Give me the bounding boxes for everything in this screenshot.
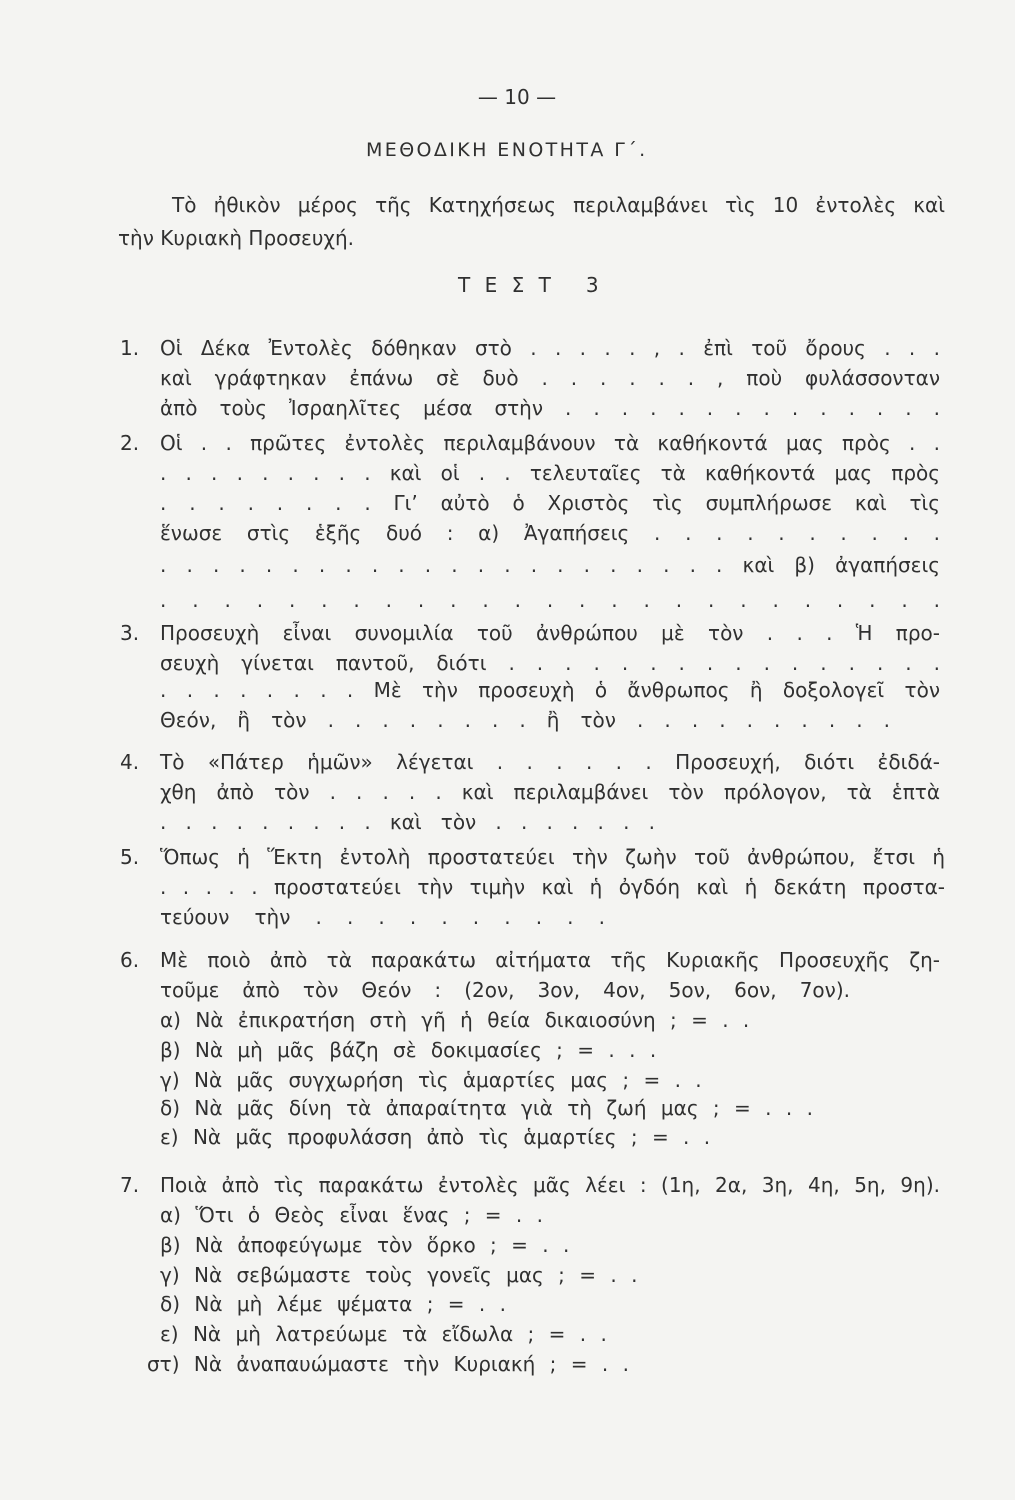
question-number: 5. (120, 845, 140, 869)
answer-option: γ) Νὰ σεβώμαστε τοὺς γονεῖς μας ; = . . (160, 1263, 638, 1287)
question-line: χθη ἀπὸ τὸν . . . . . καὶ περιλαμβάνει τὸν πρόλογον, τὰ ἑπτὰ (160, 780, 940, 804)
question-line: . . . . . . . . Μὲ τὴν προσευχὴ ὁ ἄνθρωπος ἢ δοξολογεῖ τὸν (160, 678, 940, 702)
question-number: 1. (120, 336, 140, 360)
question-number: 6. (120, 948, 140, 972)
answer-option: στ) Νὰ ἀναπαυώμαστε τὴν Κυριακή ; = . . (147, 1352, 629, 1376)
answer-option: β) Νὰ ἀποφεύγωμε τὸν ὅρκο ; = . . (160, 1233, 570, 1257)
question-line: . . . . . . . . . . . . . . . . . . . . . . . . . (160, 588, 940, 612)
question-number: 4. (120, 750, 140, 774)
question-number: 3. (120, 621, 140, 645)
answer-option: β) Νὰ μὴ μᾶς βάζη σὲ δοκιμασίες ; = . . . (160, 1038, 657, 1062)
section-title: ΜΕΘΟΔΙΚΗ ΕΝΟΤΗΤΑ Γ΄. (366, 139, 648, 161)
question-line: Ὅπως ἡ Ἕκτη ἐντολὴ προστατεύει τὴν ζωὴν τοῦ ἀνθρώπου, ἔτσι ἡ (160, 845, 945, 869)
question-line: . . . . . . . . Γι’ αὐτὸ ὁ Χριστὸς τὶς συμπλήρωσε καὶ τὶς (160, 491, 940, 515)
question-line: Οἱ . . πρῶτες ἐντολὲς περιλαμβάνουν τὰ καθήκοντά μας πρὸς . . (160, 431, 940, 455)
question-number: 2. (120, 431, 140, 455)
question-line: ἀπὸ τοὺς Ἰσραηλῖτες μέσα στὴν . . . . . . . . . . . . . . (160, 396, 940, 420)
answer-option: α) Ὅτι ὁ Θεὸς εἶναι ἕνας ; = . . (160, 1203, 543, 1227)
question-line: τεύουν τὴν . . . . . . . . . . (160, 905, 605, 929)
question-line: τοῦμε ἀπὸ τὸν Θεόν : (2ον, 3ον, 4ον, 5ον, 6ον, 7ον). (160, 978, 850, 1002)
question-line: σευχὴ γίνεται παντοῦ, διότι . . . . . . . . . . . . . . . . (160, 651, 940, 675)
test-title: Τ Ε Σ Τ 3 (458, 273, 603, 297)
question-number: 7. (120, 1173, 140, 1197)
question-line: Προσευχὴ εἶναι συνομιλία τοῦ ἀνθρώπου μὲ τὸν . . . Ἡ προ- (160, 621, 940, 645)
answer-option: δ) Νὰ μᾶς δίνη τὰ ἀπαραίτητα γιὰ τὴ ζωή μας ; = . . . (160, 1096, 813, 1120)
question-line: . . . . . . . . . καὶ οἱ . . τελευταῖες τὰ καθήκοντά μας πρὸς (160, 461, 940, 485)
answer-option: α) Νὰ ἐπικρατήση στὴ γῆ ἡ θεία δικαιοσύνη ; = . . (160, 1008, 750, 1032)
question-line: Μὲ ποιὸ ἀπὸ τὰ παρακάτω αἰτήματα τῆς Κυριακῆς Προσευχῆς ζη- (160, 948, 940, 972)
answer-option: γ) Νὰ μᾶς συγχωρήση τὶς ἁμαρτίες μας ; = . . (160, 1068, 702, 1092)
question-line: . . . . . . . . . καὶ τὸν . . . . . . . (160, 810, 655, 834)
answer-option: ε) Νὰ μὴ λατρεύωμε τὰ εἴδωλα ; = . . (160, 1322, 607, 1346)
question-line: καὶ γράφτηκαν ἐπάνω σὲ δυὸ . . . . . . , ποὺ φυλάσσονταν (160, 366, 940, 390)
question-line: ἕνωσε στὶς ἑξῆς δυό : α) Ἀγαπήσεις . . . . . . . . . . (160, 521, 940, 545)
question-line: . . . . . . . . . . . . . . . . . . . . . . καὶ β) ἀγαπήσεις (160, 553, 940, 577)
intro-line: Τὸ ἠθικὸν μέρος τῆς Κατηχήσεως περιλαμβάνει τὶς 10 ἐντολὲς καὶ (172, 193, 945, 217)
question-line: Τὸ «Πάτερ ἡμῶν» λέγεται . . . . . . Προσευχή, διότι ἐδιδά- (160, 750, 940, 774)
question-line: Οἱ Δέκα Ἐντολὲς δόθηκαν στὸ . . . . . , . ἐπὶ τοῦ ὄρους . . . (160, 336, 940, 360)
question-line: . . . . . προστατεύει τὴν τιμὴν καὶ ἡ ὀγδόη καὶ ἡ δεκάτη προστα- (160, 875, 945, 899)
answer-option: δ) Νὰ μὴ λέμε ψέματα ; = . . (160, 1292, 506, 1316)
answer-option: ε) Νὰ μᾶς προφυλάσση ἀπὸ τὶς ἁμαρτίες ; = . . (160, 1125, 711, 1149)
intro-line: τὴν Κυριακὴ Προσευχή. (118, 226, 355, 250)
page-number: — 10 — (477, 85, 557, 109)
question-line: Θεόν, ἢ τὸν . . . . . . . . ἢ τὸν . . . . . . . . . . (160, 708, 890, 732)
question-line: Ποιὰ ἀπὸ τὶς παρακάτω ἐντολὲς μᾶς λέει : (1η, 2α, 3η, 4η, 5η, 9η). (160, 1173, 940, 1197)
